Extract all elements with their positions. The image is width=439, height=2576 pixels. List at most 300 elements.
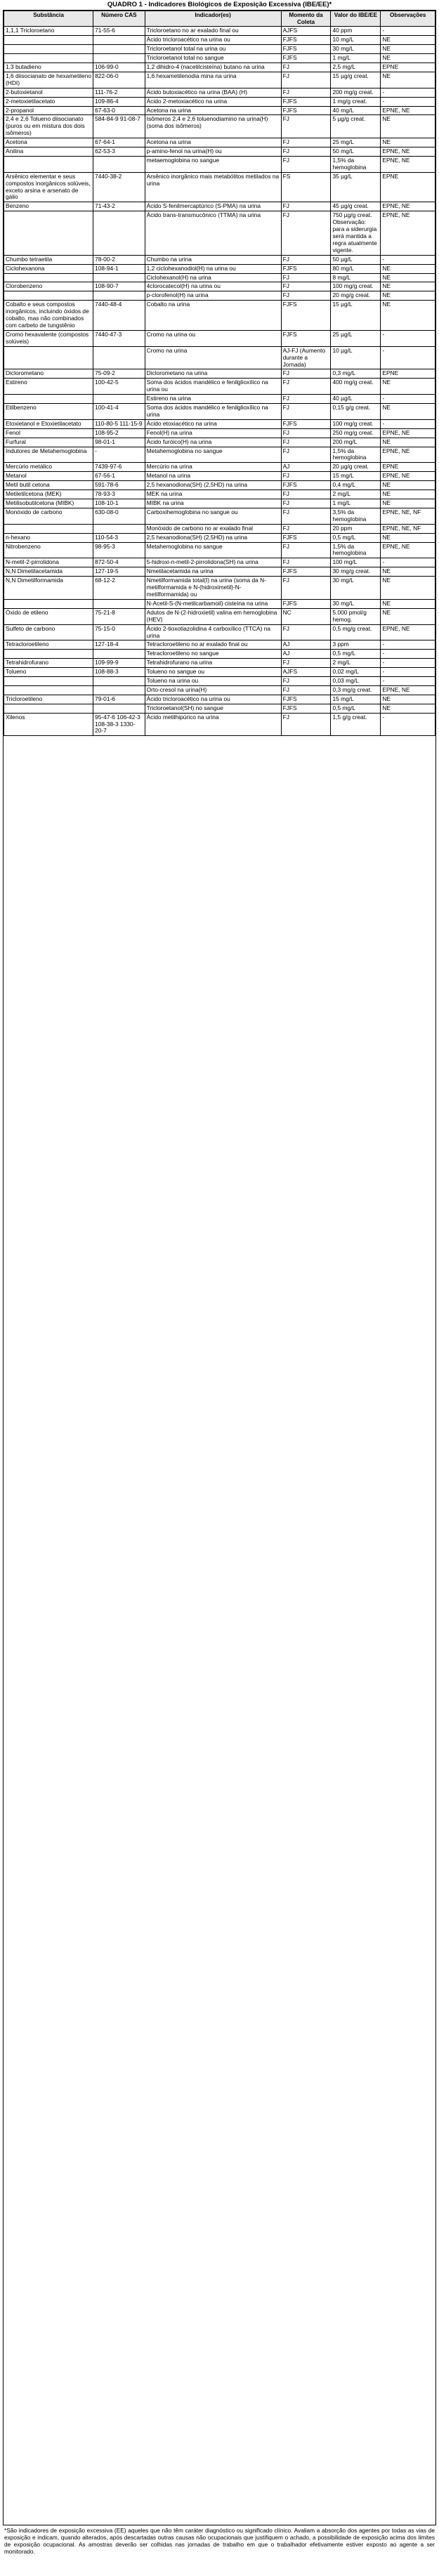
collection-moment-cell: AJ: [281, 640, 331, 650]
collection-moment-cell: FJ: [281, 659, 331, 668]
ibe-value-cell: 50 mg/L: [331, 147, 381, 157]
substance-cell: Diclorometano: [4, 369, 93, 379]
table-row: [4, 677, 435, 686]
ibe-value-cell: 30 mg/L: [331, 599, 381, 608]
substance-cell: [4, 54, 93, 63]
table-row: [4, 608, 435, 624]
ibe-value-cell: 100 mg/g creat.: [331, 419, 381, 428]
footnote: *São indicadores de exposição excessiva (EE) aqueles que não têm caráter diagnóstico ou significado clínico. Avaliam a absorção dos agentes por todas as vias de exposição e indicam, quando alterados, após descartadas outras causas não ocupacionais que justifiquem o achado, a possibilidade de exposição acima dos limites de exposição ocupacional. As amostras deverão ser colhidas nas jornadas de trabalho em que o trabalhador efetivamente estiver exposto ao agente a ser monitorado.: [4, 2527, 435, 2555]
table-row: [4, 438, 435, 447]
collection-moment-cell: FJ: [281, 115, 331, 138]
observations-cell: NE: [381, 577, 435, 600]
table-row: [4, 291, 435, 301]
substance-cell: [4, 36, 93, 45]
table-row: [4, 447, 435, 463]
indicator-cell: Acetona na urina: [145, 106, 281, 115]
observations-cell: -: [381, 713, 435, 736]
ibe-value-cell: 8 mg/L: [331, 273, 381, 282]
ibe-value-cell: 20 µg/g creat.: [331, 463, 381, 472]
cas-cell: 98-01-1: [93, 438, 145, 447]
observations-cell: EPNE: [381, 63, 435, 72]
substance-cell: Estireno: [4, 379, 93, 395]
table-row: [4, 172, 435, 202]
cas-cell: 108-88-3: [93, 668, 145, 677]
observations-cell: EPNE, NE: [381, 156, 435, 172]
table-row: [4, 668, 435, 677]
table-row: [4, 685, 435, 695]
substance-cell: [4, 650, 93, 659]
indicator-cell: Arsênico inorgânico mais metabólitos metilados na urina: [145, 172, 281, 202]
observations-cell: EPNE, NE: [381, 147, 435, 157]
collection-moment-cell: FJ: [281, 379, 331, 395]
collection-moment-cell: FJ: [281, 499, 331, 508]
observations-cell: -: [381, 659, 435, 668]
collection-moment-cell: FJ: [281, 255, 331, 264]
collection-moment-cell: FJFS: [281, 301, 331, 331]
cas-cell: 108-95-2: [93, 428, 145, 438]
observations-cell: -: [381, 346, 435, 369]
observations-cell: NE: [381, 481, 435, 490]
header-row: [4, 11, 435, 27]
observations-cell: -: [381, 558, 435, 567]
observations-cell: -: [381, 640, 435, 650]
observations-cell: EPNE, NE: [381, 685, 435, 695]
indicator-cell: 2,5 hexanodiona(SH) (2,5HD) na urina: [145, 533, 281, 542]
indicator-cell: Carboxihemoglobina no sangue ou: [145, 508, 281, 524]
substance-cell: [4, 45, 93, 54]
ibe-value-cell: 30 mg/g creat.: [331, 567, 381, 577]
ibe-value-cell: 2 mg/L: [331, 659, 381, 668]
collection-moment-cell: FJ: [281, 508, 331, 524]
collection-moment-cell: FJFS: [281, 54, 331, 63]
ibe-value-cell: 15 µg/g creat.: [331, 72, 381, 88]
substance-cell: 2-butoxietanol: [4, 88, 93, 97]
observations-cell: NE: [381, 608, 435, 624]
collection-moment-cell: FJ: [281, 542, 331, 558]
table-row: [4, 463, 435, 472]
cas-cell: [93, 36, 145, 45]
collection-moment-cell: FJ: [281, 438, 331, 447]
ibe-value-cell: 40 ppm: [331, 27, 381, 36]
indicator-cell: Tetracloroetileno no ar exalado final ou: [145, 640, 281, 650]
indicator-cell: Metahemoglobina no sangue: [145, 542, 281, 558]
ibe-value-cell: 30 mg/L: [331, 45, 381, 54]
substance-cell: Metanol: [4, 472, 93, 481]
observations-cell: EPNE, NE: [381, 428, 435, 438]
collection-moment-cell: FJ: [281, 273, 331, 282]
substance-cell: Arsênico elementar e seus compostos inorgânicos solúveis, exceto arsina e arsenato de gálio: [4, 172, 93, 202]
observations-cell: EPNE, NE: [381, 447, 435, 463]
substance-cell: 2-propanol: [4, 106, 93, 115]
ibe-value-cell: 0,03 mg/L: [331, 677, 381, 686]
observations-cell: EPNE, NE: [381, 106, 435, 115]
ibe-value-cell: 45 µg/g creat.: [331, 202, 381, 211]
collection-moment-cell: FJ: [281, 558, 331, 567]
table-row: [4, 147, 435, 157]
observations-cell: EPNE, NE: [381, 211, 435, 255]
ibe-value-cell: 1,5 g/g creat.: [331, 713, 381, 736]
table-row: [4, 45, 435, 54]
ibe-value-cell: 3,5% da hemoglobina: [331, 508, 381, 524]
indicator-cell: N-Acetil-S-(N-metilcarbamoil) cisteína na urina: [145, 599, 281, 608]
collection-moment-cell: FJ: [281, 428, 331, 438]
substance-cell: [4, 685, 93, 695]
observations-cell: -: [381, 395, 435, 404]
header-collection-moment: Momento da Coleta: [281, 11, 331, 27]
indicator-cell: Tricloroetano no ar exalado final ou: [145, 27, 281, 36]
table-row: [4, 27, 435, 36]
indicator-cell: Monóxido de carbono no ar exalado final: [145, 524, 281, 533]
cas-cell: 630-08-0: [93, 508, 145, 524]
indicator-cell: Ácido furóico(H) na urina: [145, 438, 281, 447]
collection-moment-cell: FJFS: [281, 533, 331, 542]
substance-cell: 1,1,1 Tricloroetano: [4, 27, 93, 36]
ibe-value-cell: 100 mg/L: [331, 558, 381, 567]
substance-cell: Furfural: [4, 438, 93, 447]
header-ibe-value: Valor do IBE/EE: [331, 11, 381, 27]
indicator-cell: Estireno na urina: [145, 395, 281, 404]
substance-cell: 1,3 butadieno: [4, 63, 93, 72]
indicator-cell: Orto-cresol na urina(H): [145, 685, 281, 695]
cas-cell: 110-80-5 111-15-9: [93, 419, 145, 428]
table-row: [4, 273, 435, 282]
substance-cell: Óxido de etileno: [4, 608, 93, 624]
cas-cell: 67-63-0: [93, 106, 145, 115]
collection-moment-cell: FJFS: [281, 567, 331, 577]
cas-cell: [93, 395, 145, 404]
substance-cell: Metiletilcetona (MEK): [4, 490, 93, 499]
table-row: [4, 63, 435, 72]
header-observations: Observações: [381, 11, 435, 27]
ibe-value-cell: 40 µg/L: [331, 395, 381, 404]
indicator-cell: Ácido 2-metoxiacético na urina: [145, 97, 281, 106]
table-row: [4, 428, 435, 438]
table-row: [4, 97, 435, 106]
cas-cell: 79-01-6: [93, 695, 145, 704]
ibe-value-cell: 0,5 mg/g creat.: [331, 624, 381, 640]
table-row: [4, 395, 435, 404]
observations-cell: -: [381, 97, 435, 106]
cas-cell: 108-94-1: [93, 264, 145, 273]
cas-cell: 111-76-2: [93, 88, 145, 97]
table-row: [4, 599, 435, 608]
substance-cell: Tricloroetileno: [4, 695, 93, 704]
observations-cell: EPNE, NE: [381, 472, 435, 481]
collection-moment-cell: AJ-FJ (Aumento durante a Jornada): [281, 346, 331, 369]
table-row: [4, 499, 435, 508]
table-body: [4, 27, 435, 736]
collection-moment-cell: FJFS: [281, 36, 331, 45]
collection-moment-cell: FJFS: [281, 419, 331, 428]
substance-cell: [4, 291, 93, 301]
collection-moment-cell: FJ: [281, 291, 331, 301]
observations-cell: NE: [381, 567, 435, 577]
cas-cell: 98-95-3: [93, 542, 145, 558]
substance-cell: [4, 346, 93, 369]
cas-cell: [93, 599, 145, 608]
substance-cell: [4, 211, 93, 255]
substance-cell: Anilina: [4, 147, 93, 157]
cas-cell: 109-86-4: [93, 97, 145, 106]
table-row: [4, 301, 435, 331]
substance-cell: Etoxietanol e Etoxietilacetato: [4, 419, 93, 428]
table-row: [4, 558, 435, 567]
cas-cell: [93, 291, 145, 301]
table-row: [4, 330, 435, 346]
indicator-cell: 2,5 hexanodiona(SH) (2,5HD) na urina: [145, 481, 281, 490]
ibe-value-cell: 0,5 mg/L: [331, 650, 381, 659]
observations-cell: NE: [381, 115, 435, 138]
collection-moment-cell: FJ: [281, 624, 331, 640]
cas-cell: 78-93-3: [93, 490, 145, 499]
ibe-value-cell: 15 µg/L: [331, 301, 381, 331]
substance-cell: [4, 273, 93, 282]
indicator-cell: MEK na urina: [145, 490, 281, 499]
indicator-cell: Metahemoglobina no sangue: [145, 447, 281, 463]
observations-cell: NE: [381, 54, 435, 63]
ibe-value-cell: 80 mg/L: [331, 264, 381, 273]
cas-cell: 108-90-7: [93, 282, 145, 291]
indicator-cell: MIBK na urina: [145, 499, 281, 508]
substance-cell: N,N Dimetilformamida: [4, 577, 93, 600]
indicator-cell: Ciclohexanol(H) na urina: [145, 273, 281, 282]
substance-cell: [4, 677, 93, 686]
indicator-cell: Ácido 2-tioxotiazolidina 4 carboxílico (TTCA) na urina: [145, 624, 281, 640]
substance-cell: [4, 156, 93, 172]
observations-cell: NE: [381, 45, 435, 54]
collection-moment-cell: FJFS: [281, 97, 331, 106]
table-title: QUADRO 1 - Indicadores Biológicos de Exposição Excessiva (IBE/EE)*: [107, 1, 332, 8]
indicator-cell: Tricloroetanol total no sangue: [145, 54, 281, 63]
indicator-cell: 4clorocatecol(H) na urina ou: [145, 282, 281, 291]
substance-cell: Tetrahidrofurano: [4, 659, 93, 668]
indicator-cell: 1,2 ciclohexanodiol(H) na urina ou: [145, 264, 281, 273]
collection-moment-cell: FJ: [281, 677, 331, 686]
collection-moment-cell: FJ: [281, 147, 331, 157]
cas-cell: -: [93, 447, 145, 463]
observations-cell: NE: [381, 599, 435, 608]
ibe-value-cell: 0,15 g/g creat.: [331, 404, 381, 420]
collection-moment-cell: FS: [281, 172, 331, 202]
table-row: [4, 577, 435, 600]
ibe-value-cell: 0,02 mg/L: [331, 668, 381, 677]
collection-moment-cell: FJ: [281, 472, 331, 481]
substance-cell: 2,4 e 2,6 Tolueno diisocianato (puros ou em mistura dos dois isômeros): [4, 115, 93, 138]
collection-moment-cell: FJFS: [281, 481, 331, 490]
ibe-value-cell: 20 ppm: [331, 524, 381, 533]
collection-moment-cell: FJFS: [281, 599, 331, 608]
cas-cell: 95-47-6 106-42-3 108-38-3 1330-20-7: [93, 713, 145, 736]
ibe-value-cell: 3 ppm: [331, 640, 381, 650]
table-row: [4, 508, 435, 524]
indicator-cell: Ácido butoxiacético na urina (BAA) (H): [145, 88, 281, 97]
collection-moment-cell: FJ: [281, 282, 331, 291]
cas-cell: 75-21-8: [93, 608, 145, 624]
table-row: [4, 255, 435, 264]
header-indicator: Indicador(es): [145, 11, 281, 27]
table-row: [4, 695, 435, 704]
ibe-value-cell: 0,3 mg/g creat.: [331, 685, 381, 695]
collection-moment-cell: FJ: [281, 404, 331, 420]
substance-cell: Chumbo tetraetila: [4, 255, 93, 264]
observations-cell: NE: [381, 36, 435, 45]
substance-cell: [4, 599, 93, 608]
substance-cell: Xilenos: [4, 713, 93, 736]
cas-cell: [93, 524, 145, 533]
ibe-value-cell: 1 mg/g creat.: [331, 97, 381, 106]
indicator-cell: Tricloroetanol total na urina ou: [145, 45, 281, 54]
indicator-cell: Fenol(H) na urina: [145, 428, 281, 438]
header-cas: Número CAS: [93, 11, 145, 27]
cas-cell: [93, 54, 145, 63]
ibe-value-cell: 200 mg/L: [331, 438, 381, 447]
table-row: [4, 106, 435, 115]
cas-cell: 127-18-4: [93, 640, 145, 650]
table-row: [4, 346, 435, 369]
substance-cell: Tetracloroetileno: [4, 640, 93, 650]
indicator-cell: Tetracloroetileno no sangue: [145, 650, 281, 659]
collection-moment-cell: AJ: [281, 463, 331, 472]
observations-cell: -: [381, 650, 435, 659]
cas-cell: 108-10-1: [93, 499, 145, 508]
observations-cell: NE: [381, 72, 435, 88]
substance-cell: Benzeno: [4, 202, 93, 211]
ibe-value-cell: 750 µg/g creat. Observação: para a siderurgia será mantida a regra atualmente vigente.: [331, 211, 381, 255]
indicator-cell: metaemoglobina no sangue: [145, 156, 281, 172]
ibe-value-cell: 1 mg/L: [331, 499, 381, 508]
table-row: [4, 704, 435, 713]
ibe-value-cell: 1,5% da hemoglobina: [331, 542, 381, 558]
ibe-value-cell: 10 µg/L: [331, 346, 381, 369]
ibe-value-cell: 200 mg/g creat.: [331, 88, 381, 97]
substance-cell: [4, 395, 93, 404]
substance-cell: Fenol: [4, 428, 93, 438]
collection-moment-cell: AJFS: [281, 668, 331, 677]
collection-moment-cell: FJFS: [281, 106, 331, 115]
ibe-value-cell: 20 mg/g creat.: [331, 291, 381, 301]
observations-cell: -: [381, 27, 435, 36]
table-row: [4, 419, 435, 428]
indicator-cell: p-clorofenol(H) na urina: [145, 291, 281, 301]
substance-cell: Cobalto e seus compostos inorgânicos, incluindo óxidos de cobalto, mas não combinados com carbeto de tungstênio: [4, 301, 93, 331]
table-row: [4, 624, 435, 640]
cas-cell: 62-53-3: [93, 147, 145, 157]
table-row: [4, 138, 435, 147]
cas-cell: 68-12-2: [93, 577, 145, 600]
indicator-cell: Chumbo na urina: [145, 255, 281, 264]
ibe-value-cell: 400 mg/g creat.: [331, 379, 381, 395]
cas-cell: [93, 346, 145, 369]
table-row: [4, 481, 435, 490]
cas-cell: 7440-48-4: [93, 301, 145, 331]
observations-cell: NE: [381, 282, 435, 291]
table-row: [4, 524, 435, 533]
table-row: [4, 211, 435, 255]
collection-moment-cell: FJFS: [281, 330, 331, 346]
table-row: [4, 264, 435, 273]
indicator-cell: Tetrahidrofurano na urina: [145, 659, 281, 668]
cas-cell: [93, 211, 145, 255]
observations-cell: EPNE, NE: [381, 624, 435, 640]
collection-moment-cell: FJ: [281, 524, 331, 533]
cas-cell: [93, 45, 145, 54]
indicator-cell: Acetona na urina: [145, 138, 281, 147]
indicator-cell: Ácido tricloroacético na urina ou: [145, 36, 281, 45]
substance-cell: Mercúrio metálico: [4, 463, 93, 472]
ibe-value-cell: 50 µg/L: [331, 255, 381, 264]
cas-cell: [93, 273, 145, 282]
substance-cell: 2-metoxietilacetato: [4, 97, 93, 106]
ibe-value-cell: 0,5 mg/L: [331, 533, 381, 542]
indicator-cell: Adutos de N-(2-hidroxietil) valina em hemoglobina (HEV): [145, 608, 281, 624]
observations-cell: EPNE, NE, NF: [381, 508, 435, 524]
indicator-cell: Ácido S-fenilmercaptúrico (S-PMA) na urina: [145, 202, 281, 211]
substance-cell: N-metil-2-pirrolidona: [4, 558, 93, 567]
observations-cell: NE: [381, 379, 435, 395]
substance-cell: Clorobenzeno: [4, 282, 93, 291]
ibe-value-cell: 0,5 mg/L: [331, 704, 381, 713]
observations-cell: NE: [381, 264, 435, 273]
table-row: [4, 713, 435, 736]
observations-cell: -: [381, 677, 435, 686]
observations-cell: NE: [381, 301, 435, 331]
cas-cell: 106-99-0: [93, 63, 145, 72]
indicator-cell: Cromo na urina ou: [145, 330, 281, 346]
table-row: [4, 369, 435, 379]
ibe-value-cell: 15 mg/L: [331, 695, 381, 704]
ibe-value-cell: 1 mg/L: [331, 54, 381, 63]
observations-cell: -: [381, 255, 435, 264]
cas-cell: 591-78-6: [93, 481, 145, 490]
substance-cell: Etilbenzeno: [4, 404, 93, 420]
indicator-cell: Ácido etoxiacético na urina: [145, 419, 281, 428]
ibe-value-cell: 1,5% da hemoglobina: [331, 447, 381, 463]
cas-cell: 7440-38-2: [93, 172, 145, 202]
indicator-cell: Tolueno no sangue ou: [145, 668, 281, 677]
substance-cell: [4, 704, 93, 713]
substance-cell: Metilisobutilcetona (MIBK): [4, 499, 93, 508]
observations-cell: EPNE, NE: [381, 542, 435, 558]
table-row: [4, 282, 435, 291]
collection-moment-cell: FJFS: [281, 695, 331, 704]
cas-cell: 71-55-6: [93, 27, 145, 36]
cas-cell: 7439-97-6: [93, 463, 145, 472]
indicator-cell: Nmetilacetamida na urina: [145, 567, 281, 577]
indicator-cell: 1,6 hexametilenodia mina na urina: [145, 72, 281, 88]
document-page: [3, 0, 436, 2558]
table-row: [4, 542, 435, 558]
observations-cell: EPNE: [381, 172, 435, 202]
observations-cell: NE: [381, 704, 435, 713]
table-row: [4, 156, 435, 172]
cas-cell: [93, 677, 145, 686]
substance-cell: Tolueno: [4, 668, 93, 677]
collection-moment-cell: FJ: [281, 88, 331, 97]
observations-cell: NE: [381, 695, 435, 704]
ibe-value-cell: 100 mg/g creat.: [331, 282, 381, 291]
cas-cell: 872-50-4: [93, 558, 145, 567]
indicator-cell: 5-hidroxi-n-metil-2-pirrolidona(SH) na urina: [145, 558, 281, 567]
collection-moment-cell: FJ: [281, 395, 331, 404]
collection-moment-cell: FJ: [281, 685, 331, 695]
observations-cell: NE: [381, 490, 435, 499]
indicator-cell: Tricloroetanol(SH) no sangue: [145, 704, 281, 713]
collection-moment-cell: FJ: [281, 72, 331, 88]
collection-moment-cell: FJ: [281, 447, 331, 463]
indicator-cell: Ácido trans-transmucônico (TTMA) na urina: [145, 211, 281, 255]
cas-cell: 100-41-4: [93, 404, 145, 420]
table-row: [4, 472, 435, 481]
